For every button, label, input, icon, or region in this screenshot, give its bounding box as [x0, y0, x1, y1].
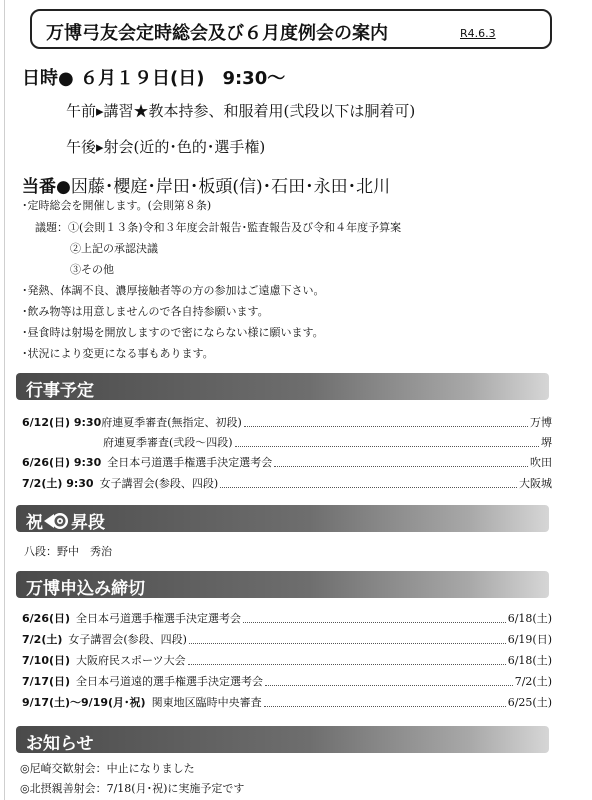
deadline-event-date: 7/10(日) [22, 654, 71, 667]
schedule-line [22, 64, 285, 90]
leader-dots [220, 479, 517, 488]
note-agenda-1: 議題：①(会則１３条)令和３年度会計報告･監査報告及び令和４年度予算案 [35, 221, 402, 234]
promotion-heading-post: 昇段 [71, 513, 105, 533]
notices-heading: お知らせ [26, 734, 94, 754]
title-box [30, 9, 552, 49]
promotion-heading [26, 508, 105, 533]
leader-dots [188, 656, 506, 665]
note-drinks: ･飲み物等は用意しませんので各自持参願います。 [22, 305, 269, 318]
deadline-row [22, 694, 552, 710]
deadline-event-date: 9/17(土)〜9/19(月･祝) [22, 696, 146, 709]
notices-heading-bar [16, 726, 549, 753]
event-place: 大阪城 [519, 477, 552, 490]
leader-dots [189, 635, 506, 644]
deadline-event-date: 7/2(土) [22, 633, 63, 646]
deadline-event-title: 大阪府民スポーツ大会 [76, 654, 186, 667]
schedule-afternoon: 午後▸射会(近的･色的･選手権) [66, 138, 266, 156]
event-date: 6/12(日) 9:30 [22, 416, 102, 429]
leader-dots [235, 438, 539, 447]
event-row [22, 414, 552, 430]
schedule-datetime: ６月１９日(日) 9:30〜 [80, 68, 286, 89]
leader-dots [265, 677, 513, 686]
deadline-event-date: 7/17(日) [22, 675, 71, 688]
note-agenda-2: ②上記の承認決議 [70, 242, 158, 255]
bullet-icon: ● [56, 177, 71, 197]
schedule-label: 日時 [22, 68, 58, 89]
deadline-date: 6/18(土) [507, 654, 552, 667]
event-date: 7/2(土) 9:30 [22, 477, 94, 490]
title-date: R4.6.3 [460, 27, 496, 40]
deadline-date: 6/18(土) [507, 612, 552, 625]
event-place: 万博 [530, 416, 552, 429]
leader-dots [274, 458, 528, 467]
deadlines-heading-bar [16, 571, 549, 598]
note-general-meeting: ･定時総会を開催します。(会則第８条) [22, 199, 212, 212]
leader-dots [244, 418, 528, 427]
left-border-line [4, 0, 5, 800]
deadline-row [22, 652, 552, 668]
deadline-row [22, 631, 552, 647]
event-title: 全日本弓道選手権選手決定選考会 [107, 456, 273, 469]
duty-names: 因藤･櫻庭･岸田･板頭(信)･石田･永田･北川 [70, 177, 391, 197]
note-lunch: ･昼食時は射場を開放しますので密にならない様に願います。 [22, 326, 324, 339]
deadline-event-title: 関東地区臨時中央審査 [151, 696, 262, 709]
event-row [22, 454, 552, 470]
notice-item: ◎北摂親善射会：7/18(月･祝)に実施予定です [20, 782, 245, 795]
event-title: 府連夏季審査(弐段〜四段) [103, 436, 233, 449]
schedule-morning: 午前▸講習★教本持参、和服着用(弐段以下は胴着可) [66, 102, 416, 120]
duty-line [22, 172, 390, 197]
notice-item: ◎尼崎交歓射会：中止になりました [20, 762, 195, 775]
event-row [22, 475, 552, 491]
promotion-heading-bar [16, 505, 549, 532]
event-date: 6/26(日) 9:30 [22, 456, 102, 469]
deadlines-heading: 万博申込み締切 [26, 579, 145, 599]
duty-label: 当番 [22, 177, 56, 197]
event-title: 女子講習会(参段、四段) [99, 477, 219, 490]
note-fever: ･発熱、体調不良、濃厚接触者等の方の参加はご遠慮下さい。 [22, 284, 325, 297]
event-row [22, 434, 552, 450]
events-heading: 行事予定 [26, 381, 94, 401]
note-agenda-3: ③その他 [70, 263, 114, 276]
page-title: 万博弓友会定時総会及び６月度例会の案内 [46, 23, 388, 44]
deadline-date: 6/19(日) [507, 633, 552, 646]
leader-dots [264, 698, 506, 707]
deadline-event-title: 全日本弓道選手権選手決定選考会 [76, 612, 242, 625]
events-heading-bar [16, 373, 549, 400]
deadline-date: 6/25(土) [507, 696, 552, 709]
promotion-heading-pre: 祝 [26, 513, 43, 533]
event-place: 堺 [541, 436, 552, 449]
event-title: 府連夏季審査(無指定、初段) [101, 416, 242, 429]
deadline-event-title: 全日本弓道遠的選手権選手決定選考会 [76, 675, 264, 688]
deadline-date: 7/2(土) [514, 675, 552, 688]
promotion-entry: 八段：野中 秀治 [24, 545, 112, 558]
deadline-row [22, 610, 552, 626]
event-place: 吹田 [530, 456, 552, 469]
bullet-icon: ● [58, 68, 74, 89]
leader-dots [243, 614, 506, 623]
target-arrow-icon [44, 511, 70, 531]
deadline-event-date: 6/26(日) [22, 612, 71, 625]
deadline-row [22, 673, 552, 689]
note-changes: ･状況により変更になる事もあります。 [22, 347, 214, 360]
deadline-event-title: 女子講習会(参段、四段) [68, 633, 187, 646]
